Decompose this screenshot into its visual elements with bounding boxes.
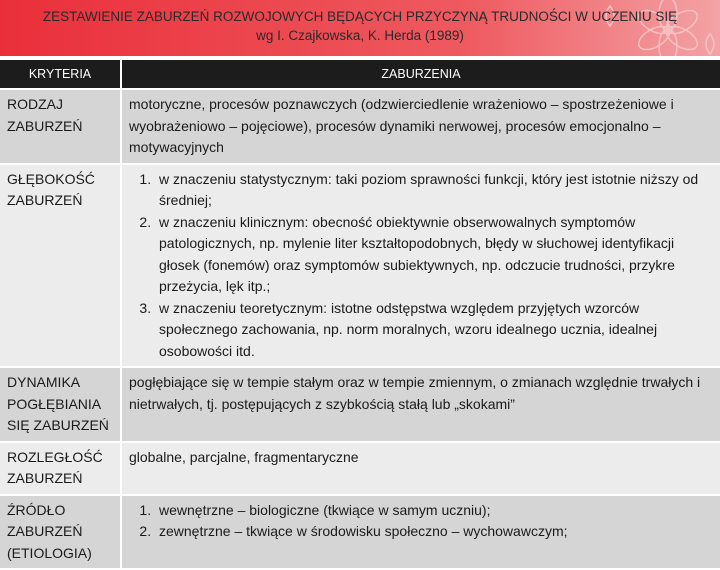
list-item: 2. zewnętrzne – tkwiące w środowisku społeczno – wychowawczym; xyxy=(155,521,714,543)
list-item: 1. wewnętrzne – biologiczne (tkwiące w samym uczniu); xyxy=(155,500,714,522)
numbered-list xyxy=(129,500,714,543)
description-cell xyxy=(121,164,720,368)
list-item: 1. w znaczeniu statystycznym: taki poziom sprawności funkcji, który jest istotnie niższy od średniej; xyxy=(155,169,714,212)
description-cell: pogłębiające się w tempie stałym oraz w tempie zmiennym, o zmianach względnie trwałych i nietrwałych, tj. postępujących z szybkością stałą lub „skokami” xyxy=(121,367,720,442)
page-title: ZESTAWIENIE ZABURZEŃ ROZWOJOWYCH BĘDĄCYCH PRZYCZYNĄ TRUDNOŚCI W UCZENIU SIĘ xyxy=(42,9,678,24)
disorders-table xyxy=(0,60,720,570)
column-header-disorders: ZABURZENIA xyxy=(121,60,720,89)
table-row xyxy=(0,442,720,495)
description-cell: motoryczne, procesów poznawczych (odzwierciedlenie wrażeniowo – spostrzeżeniowe i wyobrażeniowo – pojęciowe), procesów dynamiki nerwowej, procesów emocjonalno – motywacyjnych xyxy=(121,89,720,164)
criterion-cell: DYNAMIKA POGŁĘBIANIA SIĘ ZABURZEŃ xyxy=(0,367,121,442)
table-row xyxy=(0,495,720,570)
criterion-cell: RODZAJ ZABURZEŃ xyxy=(0,89,121,164)
table-header-row xyxy=(0,60,720,89)
table-row xyxy=(0,164,720,368)
description-cell: globalne, parcjalne, fragmentaryczne xyxy=(121,442,720,495)
table-row xyxy=(0,89,720,164)
page-subtitle: wg I. Czajkowska, K. Herda (1989) xyxy=(256,28,464,43)
table-row xyxy=(0,367,720,442)
column-header-criteria: KRYTERIA xyxy=(0,60,121,89)
criterion-cell: ŹRÓDŁO ZABURZEŃ (ETIOLOGIA) xyxy=(0,495,121,570)
list-item: 3. w znaczeniu teoretycznym: istotne odstępstwa względem przyjętych wzorców społecznego zachowania, np. norm moralnych, wzoru idealnego ucznia, idealnej osobowości itd. xyxy=(155,298,714,363)
criterion-cell: ROZLEGŁOŚĆ ZABURZEŃ xyxy=(0,442,121,495)
numbered-list xyxy=(129,169,714,363)
criterion-cell: GŁĘBOKOŚĆ ZABURZEŃ xyxy=(0,164,121,368)
title-banner xyxy=(0,0,720,56)
description-cell xyxy=(121,495,720,570)
list-item: 2. w znaczeniu klinicznym: obecność obiektywnie obserwowalnych symptomów patologicznych, np. mylenie liter kształtopodobnych, błędy w słuchowej identyfikacji głosek (fonemów) oraz symptomów subiektywnych, np. odczucie trudności, przykre przeżycia, lęk itp.; xyxy=(155,212,714,298)
